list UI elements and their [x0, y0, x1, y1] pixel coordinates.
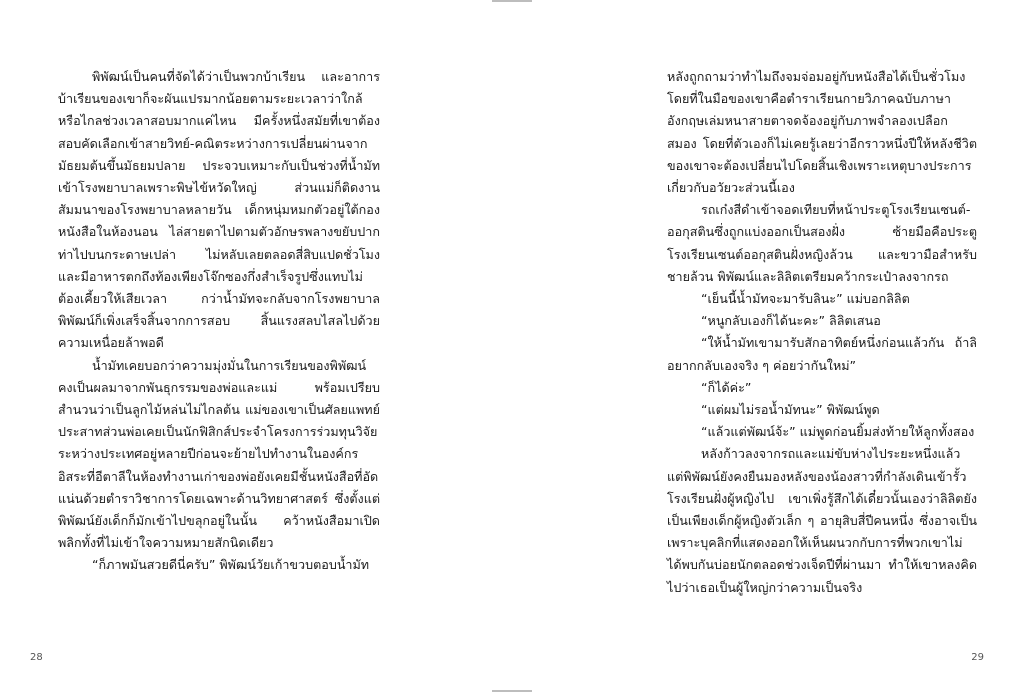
dialogue-line: “ให้น้ำมัทเขามารับสักอาทิตย์หนึ่งก่อนแล้วกัน ถ้าลิอยากกลับเองจริง ๆ ค่อยว่ากันใหม่”	[667, 335, 977, 373]
page-number: 29	[971, 652, 984, 663]
paragraph: หลังก้าวลงจากรถและแม่ขับห่างไประยะหนึ่งแล้ว แต่พิพัฒน์ยังคงยืนมองหลังของน้องสาวที่กำลังเดินเข้ารั้วโรงเรียนฝั่งผู้หญิงไป เขาเพิ่งรู้สึกได้เดี๋ยวนั้นเองว่าลิลิตยังเป็นเพียงเด็กผู้หญิงตัวเล็ก ๆ อายุสิบสี่ปีคนหนึ่ง ซึ่งอาจเป็นเพราะบุคลิกที่แสดงออกให้เห็นผนวกกับการที่พวกเขาไม่ได้พบกันบ่อยนักตลอดช่วงเจ็ดปีที่ผ่านมา ทำให้เขาหลงคิดไปว่าเธอเป็นผู้ใหญ่กว่าความเป็นจริง	[667, 446, 977, 595]
dialogue-line: “ก็ได้ค่ะ”	[701, 379, 752, 395]
dialogue-line: “แล้วแต่พัฒน์จ้ะ” แม่พูดก่อนยิ้มส่งท้ายให้ลูกทั้งสอง	[701, 424, 975, 440]
dialogue-line: “เย็นนี้น้ำมัทจะมารับลินะ” แม่บอกลิลิต	[701, 291, 910, 307]
dialogue-line: “หนูกลับเองก็ได้นะคะ” ลิลิตเสนอ	[701, 313, 881, 329]
right-page	[512, 0, 1024, 695]
paragraph: รถเก๋งสีดำเข้าจอดเทียบที่หน้าประตูโรงเรียนเซนต์-ออกุสตินซึ่งถูกแบ่งออกเป็นสองฝั่ง ซ้ายมือคือประตูโรงเรียนเซนต์ออกุสตินฝั่งหญิงล้วน และขวามือสำหรับชายล้วน พิพัฒน์และลิลิตเตรียมคว้ากระเป๋าลงจากรถ	[667, 202, 977, 284]
left-page-body	[58, 66, 380, 577]
paragraph: น้ำมัทเคยบอกว่าความมุ่งมั่นในการเรียนของพิพัฒน์คงเป็นผลมาจากพันธุกรรมของพ่อและแม่ พร้อมเปรียบสำนวนว่าเป็นลูกไม้หล่นไม่ไกลต้น แม่ของเขาเป็นศัลยแพทย์ประสาทส่วนพ่อเคยเป็นนักฟิสิกส์ประจำโครงการร่วมทุนวิจัยระหว่างประเทศอยู่หลายปีก่อนจะย้ายไปทำงานในองค์กรอิสระที่อีตาลีในห้องทำงานเก่าของพ่อยังเคยมีชั้นหนังสือที่อัดแน่นด้วยตำราวิชาการโดยเฉพาะด้านวิทยาศาสตร์ ซึ่งตั้งแต่พิพัฒน์ยังเด็กก็มักเข้าไปขลุกอยู่ในนั้น คว้าหนังสือมาเปิดพลิกทั้งที่ไม่เข้าใจความหมายสักนิดเดียว	[58, 357, 380, 551]
paragraph: “ก็ภาพมันสวยดีนี่ครับ” พิพัฒน์วัยเก้าขวบตอบน้ำมัท	[92, 557, 370, 573]
right-page-body	[667, 66, 977, 599]
paragraph: พิพัฒน์เป็นคนที่จัดได้ว่าเป็นพวกบ้าเรียน และอาการบ้าเรียนของเขาก็จะผันแปรมากน้อยตามระยะเวลาว่าใกล้หรือไกลช่วงเวลาสอบมากแค่ไหน มีครั้งหนึ่งสมัยที่เขาต้องสอบคัดเลือกเข้าสายวิทย์-คณิตระหว่างการเปลี่ยนผ่านจากมัธยมต้นขึ้นมัธยมปลาย ประจวบเหมาะกับเป็นช่วงที่น้ำมัทเข้าโรงพยาบาลเพราะพิษไข้หวัดใหญ่ ส่วนแม่ก็ติดงานสัมมนาของโรงพยาบาลหลายวัน เด็กหนุ่มหมกตัวอยู่ใต้กองหนังสือในห้องนอน ไล่สายตาไปตามตัวอักษรพลางขยับปากท่าไปบนกระดาษเปล่า ไม่หลับเลยตลอดสี่สิบแปดชั่วโมง และมีอาหารตกถึงท้องเพียงโจ๊กซองกึ่งสำเร็จรูปซึ่งแทบไม่ต้องเคี้ยวให้เสียเวลา กว่าน้ำมัทจะกลับจากโรงพยาบาล พิพัฒน์ก็เพิ่งเสร็จสิ้นจากการสอบ สิ้นแรงสลบไสลไปด้วยความเหนื่อยล้าพอดี	[58, 69, 380, 351]
page-number: 28	[30, 652, 43, 663]
dialogue-line: “แต่ผมไม่รอน้ำมัทนะ” พิพัฒน์พูด	[701, 402, 880, 418]
paragraph: หลังถูกถามว่าทำไมถึงจมจ่อมอยู่กับหนังสือได้เป็นชั่วโมง โดยที่ในมือของเขาคือตำราเรียนกายวิภาคฉบับภาษาอังกฤษเล่มหนาสายตาจดจ้องอยู่กับภาพจำลองเปลือกสมอง โดยที่ตัวเองก็ไม่เคยรู้เลยว่าอีกราวหนึ่งปีให้หลังชีวิตของเขาจะต้องเปลี่ยนไปโดยสิ้นเชิงเพราะเหตุบางประการเกี่ยวกับอวัยวะส่วนนี้เอง	[667, 69, 977, 196]
gutter-mark-bottom	[492, 690, 532, 692]
